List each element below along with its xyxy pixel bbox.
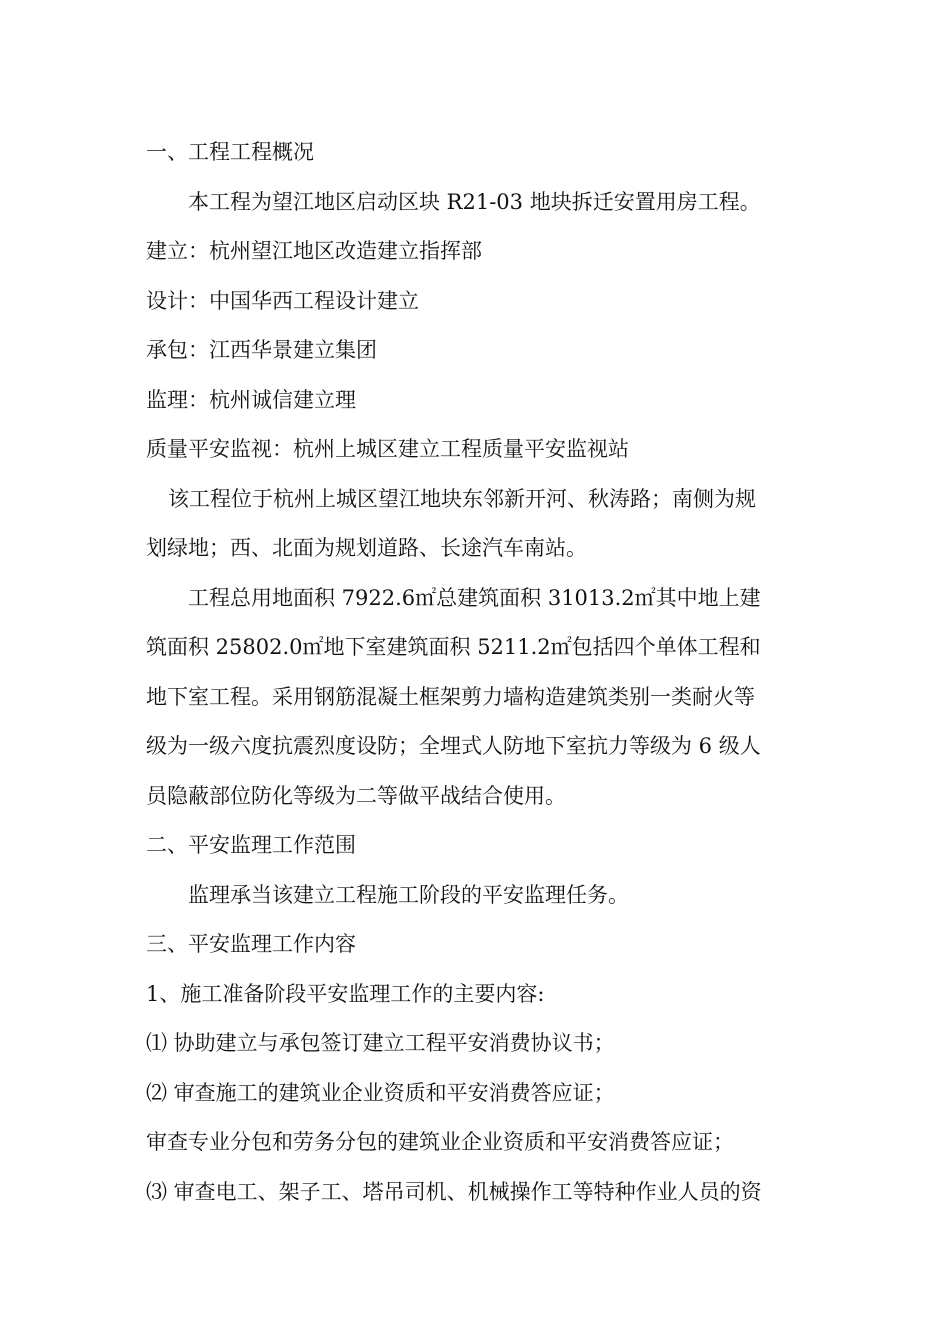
designer-line: 设计：中国华西工程设计建立	[146, 289, 419, 313]
list-item: 审查专业分包和劳务分包的建筑业企业资质和平安消费答应证；	[146, 1130, 734, 1154]
subsection-heading: 1、施工准备阶段平安监理工作的主要内容:	[146, 982, 545, 1006]
paragraph-line: 该工程位于杭州上城区望江地块东邻新开河、秋涛路；南侧为规	[168, 487, 756, 511]
paragraph-line: 员隐蔽部位防化等级为二等做平战结合使用。	[146, 784, 566, 808]
section-heading-1: 一、工程工程概况	[146, 140, 314, 164]
owner-line: 建立：杭州望江地区改造建立指挥部	[146, 239, 482, 263]
paragraph-line: 本工程为望江地区启动区块 R21-03 地块拆迁安置用房工程。	[188, 190, 761, 214]
contractor-line: 承包：江西华景建立集团	[146, 338, 377, 362]
list-item: ⑴ 协助建立与承包签订建立工程平安消费协议书；	[146, 1031, 615, 1055]
paragraph-line: 监理承当该建立工程施工阶段的平安监理任务。	[188, 883, 629, 907]
section-heading-3: 三、平安监理工作内容	[146, 932, 356, 956]
paragraph-line: 地下室工程。采用钢筋混凝土框架剪力墙构造建筑类别一类耐火等	[146, 685, 755, 709]
list-item: ⑵ 审查施工的建筑业企业资质和平安消费答应证；	[146, 1081, 615, 1105]
paragraph-line: 级为一级六度抗震烈度设防；全埋式人防地下室抗力等级为 6 级人	[146, 734, 761, 758]
paragraph-line: 工程总用地面积 7922.6㎡总建筑面积 31013.2㎡其中地上建	[188, 586, 761, 610]
quality-safety-line: 质量平安监视：杭州上城区建立工程质量平安监视站	[146, 437, 629, 461]
paragraph-line: 划绿地；西、北面为规划道路、长途汽车南站。	[146, 536, 587, 560]
paragraph-line: 筑面积 25802.0㎡地下室建筑面积 5211.2㎡包括四个单体工程和	[146, 635, 761, 659]
section-heading-2: 二、平安监理工作范围	[146, 833, 356, 857]
supervisor-line: 监理：杭州诚信建立理	[146, 388, 356, 412]
list-item: ⑶ 审查电工、架子工、塔吊司机、机械操作工等特种作业人员的资	[146, 1180, 762, 1204]
